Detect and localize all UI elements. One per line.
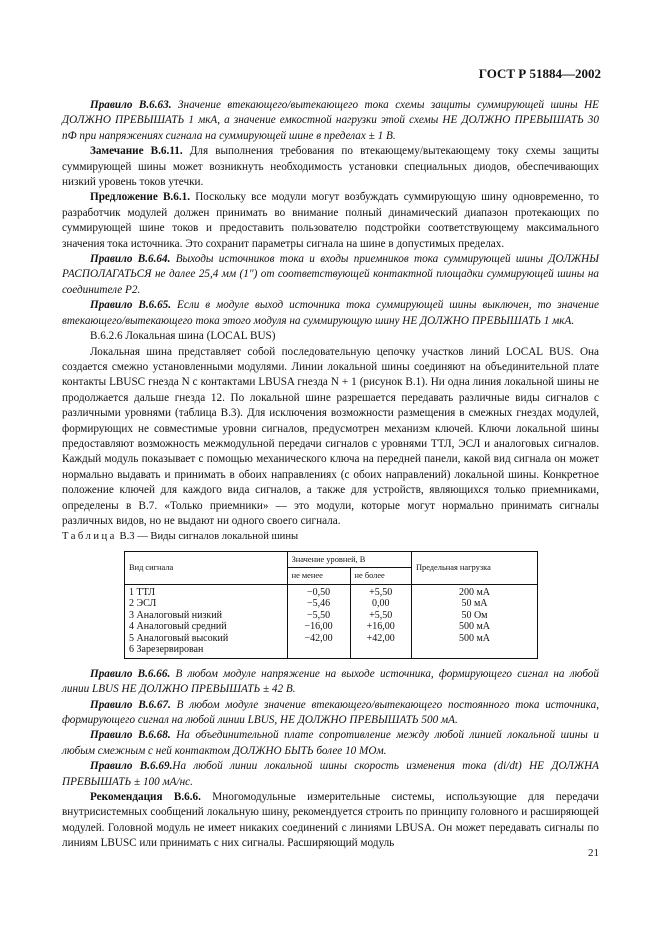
- local-bus-paragraph: Локальная шина представляет собой последовательную цепочку участков линий LOCAL BUS. Она создается смежно установленными модулями. Линии локальной шины соединяют на объединительной плате контакты LBUSC гнезда N с контактами LBUSA гнезда N + 1 (рисунок В.1). Ни одна линия локальной шины не продолжается дальше гнезда 12. По локальной шине разрешается передавать различные виды сигналов с различными уровнями (таблица В.3). Для исключения возможности размещения в смежных гнездах модулей, формирующих не совместимые уровни сигналов, предусмотрен механизм ключей. Ключи локальной шины предоставляют возможность межмодульной передачи сигналов с уровнями ТТЛ, ЭСЛ и аналоговых сигналов. Каждый модуль показывает с помощью механического ключа на передней панели, какой вид сигнала он может нормально выдавать и принимать в обоих направлениях (с обоих направлений) локальной шины. Конкретное положение ключей для каждого вида сигналов, а также для устройств, являющихся только приемниками, определены в В.7. «Только приемники» — это модули, которые могут нормально принимать сигналы различных видов, но не выдают ни одного своего сигнала.: [62, 345, 599, 527]
- section-heading: В.6.2.6 Локальная шина (LOCAL BUS): [90, 330, 276, 343]
- rule-label: Правило В.6.65.: [90, 299, 172, 312]
- rule-b-6-63: [62, 98, 599, 144]
- rule-b-6-67: [62, 698, 599, 729]
- proposal-label: Предложение В.6.1.: [90, 191, 191, 204]
- rule-label: Правило В.6.64.: [90, 253, 171, 266]
- note-b-6-11: [62, 144, 599, 190]
- recommendation-text: Многомодульные измерительные системы, использующие для передачи внутрисистемных сообщений локальную шину, рекомендуется строить по принципу головного и расширяющей модулей. Головной модуль не имеет никаких соединений с линиями LBUSA. Он может передавать сигналы по линиям LBUSC или принимать с них сигналы. Расширяющий модуль: [62, 791, 599, 850]
- rule-label: Правило В.6.63.: [90, 99, 172, 111]
- rule-text: Если в модуле выход источника тока суммирующей шины выключен, то значение втекающего/вытекающего тока этого модуля на суммирующую шину НЕ ДОЛЖНО ПРЕВЫШАТЬ 1 мкА.: [62, 299, 599, 327]
- rule-text: На объединительной плате сопротивление между любой линией локальной шины и любым смежным с ней контактом ДОЛЖНО БЫТЬ более 10 МОм.: [62, 729, 599, 757]
- header-levels: Значение уровней, В: [287, 551, 411, 568]
- rule-b-6-64: [62, 252, 599, 298]
- rule-label: Правило В.6.68.: [90, 729, 171, 742]
- max-values-cell: +5,50 0,00 +5,50 +16,00 +42,00: [350, 584, 411, 658]
- header-signal-kind: Вид сигнала: [125, 551, 288, 584]
- table-caption-prefix: Таблица: [62, 531, 117, 543]
- load-values-cell: 200 мА 50 мА 50 Ом 500 мА 500 мА: [411, 584, 537, 658]
- rule-label: Правило В.6.66.: [90, 667, 171, 680]
- note-label: Замечание В.6.11.: [90, 145, 183, 158]
- recommendation-label: Рекомендация В.6.6.: [90, 791, 201, 804]
- rule-b-6-65: [62, 298, 599, 329]
- table-caption-text: В.3 — Виды сигналов локальной шины: [119, 531, 299, 543]
- rule-label: Правило В.6.69.: [90, 760, 173, 773]
- header-load: Предельная нагрузка: [411, 551, 537, 584]
- rule-b-6-66: [62, 667, 599, 698]
- rule-label: Правило В.6.67.: [90, 698, 171, 711]
- rule-text: В любом модуле значение втекающего/вытекающего постоянного тока источника, формирующего сигнал на любой линии LBUS, НЕ ДОЛЖНО ПРЕВЫШАТЬ 500 мА.: [62, 698, 599, 726]
- proposal-text: Поскольку все модули могут возбуждать суммирующую шину одновременно, то разработчик модулей должен принимать во внимание полный динамический диапазон протекающих по суммирующей шине токов и предоставить пользователю подстройки соответствующему максимального значения тока источника. Это сохранит параметры сигнала на шине в допустимых пределах.: [62, 191, 599, 250]
- document-body: [62, 98, 599, 852]
- page-number: 21: [588, 847, 599, 859]
- signal-types-table: [124, 551, 538, 659]
- header-min: не менее: [287, 568, 350, 585]
- rule-text: Выходы источников тока и входы приемников тока суммирующей шины ДОЛЖНЫ РАСПОЛАГАТЬСЯ не далее 25,4 мм (1") от соответствующей контактной площадки суммирующей шины на соединителе Р2.: [62, 253, 599, 296]
- signal-kinds-cell: 1 ТТЛ 2 ЭСЛ 3 Аналоговый низкий 4 Аналоговый средний 5 Аналоговый высокий 6 Зарезервирован: [125, 584, 288, 658]
- rule-text: Значение втекающего/вытекающего тока схемы защиты суммирующей шины НЕ ДОЛЖНО ПРЕВЫШАТЬ 1 мкА, а значение емкостной нагрузки этой схемы НЕ ДОЛЖНО ПРЕВЫШАТЬ 30 пФ при напряжениях сигнала на суммирующей шине в пределах ± 1 В.: [62, 99, 599, 142]
- note-text: Для выполнения требования по втекающему/вытекающему току схемы защиты суммирующей шины может возникнуть необходимость установки специальных диодов, обеспечивающих низкий уровень токов утечки.: [62, 145, 599, 189]
- rule-b-6-68: [62, 728, 599, 759]
- document-header: ГОСТ Р 51884—2002: [478, 66, 601, 81]
- table-caption: [62, 529, 599, 544]
- proposal-b-6-1: [62, 190, 599, 252]
- rule-b-6-69: [62, 759, 599, 790]
- rule-text: На любой линии локальной шины скорость изменения тока (di/dt) НЕ ДОЛЖНА ПРЕВЫШАТЬ ± 100 мА/нс.: [62, 760, 599, 788]
- min-values-cell: −0,50 −5,46 −5,50 −16,00 −42,00: [287, 584, 350, 658]
- rule-text: В любом модуле напряжение на выходе источника, формирующего сигнал на любой линии LBUS НЕ ДОЛЖНО ПРЕВЫШАТЬ ± 42 В.: [62, 667, 599, 696]
- header-max: не более: [350, 568, 411, 585]
- recommendation-b-6-6: [62, 790, 599, 852]
